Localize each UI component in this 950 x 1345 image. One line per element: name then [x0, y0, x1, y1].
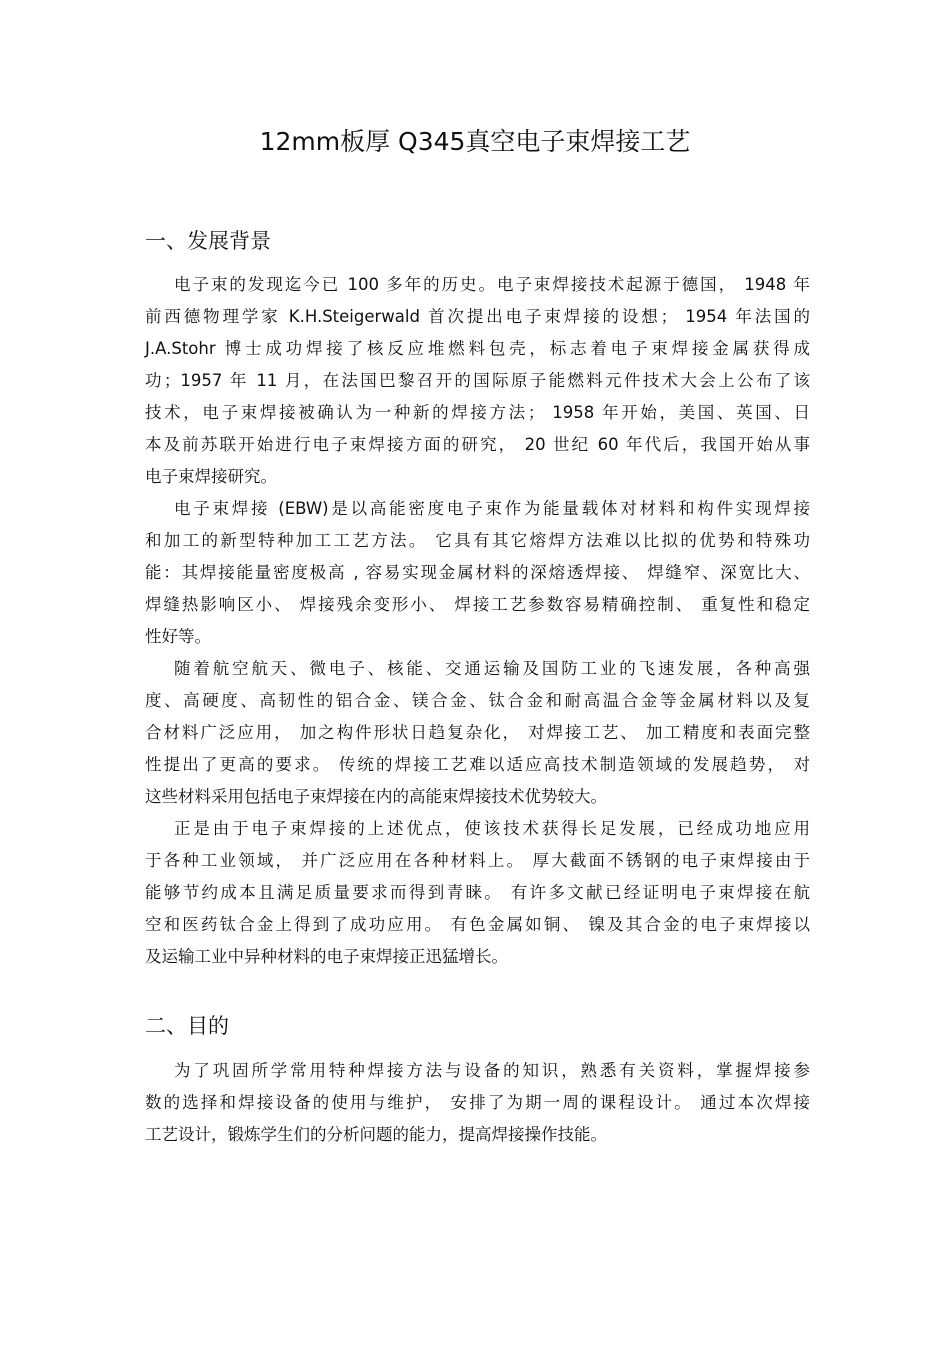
text-line: 于各种工业领域， 并广泛应用在各种材料上。 厚大截面不锈钢的电子束焊接由于 — [145, 851, 810, 870]
text-line: 性提出了更高的要求。 传统的焊接工艺难以适应高技术制造领域的发展趋势， 对 — [145, 755, 810, 774]
text-line: 本及前苏联开始进行电子束焊接方面的研究， 20 世纪 60 年代后，我国开始从事 — [145, 435, 810, 454]
text-line: 电子束焊接 (EBW)是以高能密度电子束作为能量载体对材料和构件实现焊接 — [174, 499, 810, 518]
text-line: 空和医药钛合金上得到了成功应用。 有色金属如铜、 镍及其合金的电子束焊接以 — [145, 915, 810, 934]
text-line: 随着航空航天、微电子、核能、交通运输及国防工业的飞速发展，各种高强 — [174, 659, 810, 678]
text-line: 能：其焊接能量密度极高 , 容易实现金属材料的深熔透焊接、 焊缝窄、深宽比大、 — [145, 563, 810, 582]
text-line: 前西德物理学家 K.H.Steigerwald 首次提出电子束焊接的设想； 1954 年法国的 — [145, 307, 810, 326]
paragraph-ebw-definition — [145, 493, 810, 653]
section-heading-purpose: 二、目的 — [145, 1014, 229, 1038]
paragraph-history — [145, 269, 810, 493]
paragraph-advantages — [145, 813, 810, 973]
text-line: 及运输工业中异种材料的电子束焊接正迅猛增长。 — [145, 947, 508, 966]
text-line: 为了巩固所学常用特种焊接方法与设备的知识，熟悉有关资料，掌握焊接参 — [174, 1061, 810, 1080]
text-line: 度、高硬度、高韧性的铝合金、镁合金、钛合金和耐高温合金等金属材料以及复 — [145, 691, 810, 710]
text-line: 电子束焊接研究。 — [145, 467, 277, 486]
page-title: 12mm板厚 Q345真空电子束焊接工艺 — [259, 127, 691, 156]
paragraph-purpose — [145, 1055, 810, 1151]
text-line: 能够节约成本且满足质量要求而得到青睐。 有许多文献已经证明电子束焊接在航 — [145, 883, 810, 902]
text-line: 合材料广泛应用， 加之构件形状日趋复杂化， 对焊接工艺、 加工精度和表面完整 — [145, 723, 810, 742]
text-line: J.A.Stohr 博士成功焊接了核反应堆燃料包壳，标志着电子束焊接金属获得成 — [145, 339, 810, 358]
text-line: 焊缝热影响区小、 焊接残余变形小、 焊接工艺参数容易精确控制、 重复性和稳定 — [145, 595, 810, 614]
text-line: 和加工的新型特种加工工艺方法。 它具有其它熔焊方法难以比拟的优势和特殊功 — [145, 531, 810, 550]
text-line: 工艺设计，锻炼学生们的分析问题的能力，提高焊接操作技能。 — [145, 1125, 607, 1144]
text-line: 数的选择和焊接设备的使用与维护， 安排了为期一周的课程设计。 通过本次焊接 — [145, 1093, 810, 1112]
text-line: 功；1957 年 11 月，在法国巴黎召开的国际原子能燃料元件技术大会上公布了该 — [145, 371, 810, 390]
text-line: 技术，电子束焊接被确认为一种新的焊接方法； 1958 年开始，美国、英国、日 — [145, 403, 810, 422]
text-line: 性好等。 — [145, 627, 211, 646]
paragraph-applications — [145, 653, 810, 813]
section-heading-background: 一、发展背景 — [145, 229, 271, 253]
text-line: 正是由于电子束焊接的上述优点，使该技术获得长足发展，已经成功地应用 — [174, 819, 810, 838]
text-line: 这些材料采用包括电子束焊接在内的高能束焊接技术优势较大。 — [145, 787, 607, 806]
text-line: 电子束的发现迄今已 100 多年的历史。电子束焊接技术起源于德国， 1948 年 — [174, 275, 810, 294]
